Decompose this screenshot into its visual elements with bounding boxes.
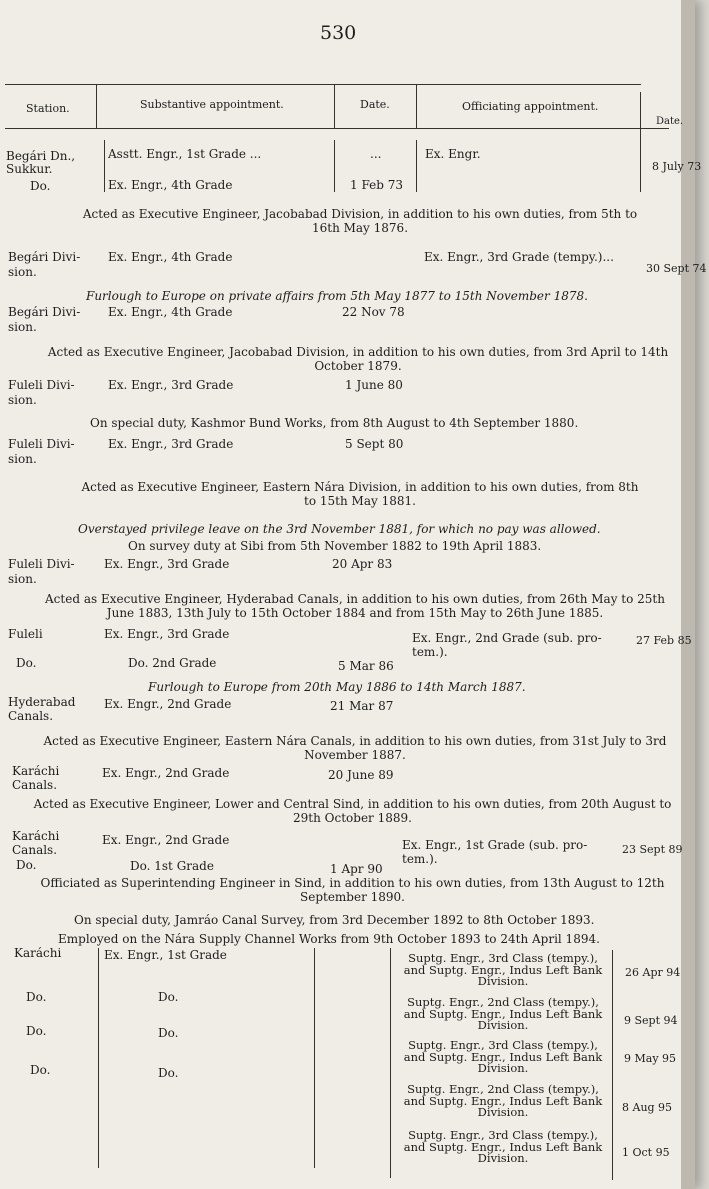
station-cell: Begári Divi- sion. — [8, 250, 81, 279]
date2-cell: 30 Sept 74 — [646, 262, 707, 275]
station-header: Station. — [26, 102, 70, 115]
column-rule — [104, 140, 105, 192]
date-cell: 20 Apr 83 — [332, 557, 393, 571]
substantive-cell: Ex. Engr., 2nd Grade — [102, 766, 230, 780]
date2-cell: 23 Sept 89 — [622, 843, 683, 856]
officiating-cell: Suptg. Engr., 2nd Class (tempy.), and Suptg. Engr., Indus Left Bank Division. — [403, 995, 603, 1032]
station-cell: Karáchi Canals. — [12, 764, 60, 792]
service-note: On survey duty at Sibi from 5th November 1882 to 19th April 1883. — [128, 539, 542, 553]
station-cell: Do. — [30, 179, 51, 193]
officiating-cell: Suptg. Engr., 3rd Class (tempy.), and Suptg. Engr., Indus Left Bank Division. — [403, 951, 603, 988]
column-rule — [314, 948, 315, 1168]
substantive-cell: Do. — [158, 990, 179, 1004]
service-note: On special duty, Kashmor Bund Works, from 8th August to 4th September 1880. — [90, 416, 579, 430]
substantive-header: Substantive appointment. — [140, 98, 284, 111]
station-cell: Begári Divi- sion. — [8, 305, 81, 334]
station-cell: Karáchi — [14, 946, 62, 960]
substantive-cell: Ex. Engr., 3rd Grade — [104, 627, 230, 641]
header-divider — [334, 84, 335, 128]
column-rule — [98, 948, 99, 1168]
service-note: Furlough to Europe on private affairs from 5th May 1877 to 15th November 1878. — [86, 289, 588, 303]
column-rule — [390, 948, 391, 1178]
date2-cell: 9 May 95 — [624, 1052, 677, 1065]
date-cell: 22 Nov 78 — [342, 305, 405, 319]
date-cell: 20 June 89 — [328, 768, 394, 782]
officiating-cell: Ex. Engr. — [425, 147, 481, 161]
page-number: 530 — [320, 22, 357, 44]
substantive-cell: Ex. Engr., 3rd Grade — [108, 437, 234, 451]
service-note: On special duty, Jamráo Canal Survey, from 3rd December 1892 to 8th October 1893. — [74, 913, 595, 927]
officiating-cell: Ex. Engr., 3rd Grade (tempy.)... — [424, 250, 614, 264]
station-cell: Karáchi Canals. — [12, 829, 60, 857]
substantive-cell: Do. — [158, 1026, 179, 1040]
station-cell: Do. — [26, 990, 47, 1004]
officiating-cell: Ex. Engr., 1st Grade (sub. pro- tem.). — [402, 838, 588, 866]
officiating-header: Officiating appointment. — [462, 100, 599, 113]
date2-cell: 27 Feb 85 — [636, 634, 692, 647]
station-cell: Fuleli Divi- sion. — [8, 557, 75, 586]
substantive-cell: Ex. Engr., 4th Grade — [108, 250, 233, 264]
substantive-cell: Ex. Engr., 2nd Grade — [102, 833, 230, 847]
service-note: Overstayed privilege leave on the 3rd November 1881, for which no pay was allowed. — [78, 522, 601, 536]
station-cell: Hyderabad Canals. — [8, 695, 76, 723]
date2-cell: 1 Oct 95 — [622, 1146, 670, 1159]
date-cell: 5 Sept 80 — [345, 437, 404, 451]
date-cell: 1 June 80 — [345, 378, 403, 392]
station-cell: Do. — [30, 1063, 51, 1077]
header-divider — [640, 92, 641, 140]
date-cell: 5 Mar 86 — [338, 659, 394, 673]
service-note: Acted as Executive Engineer, Jacobabad Division, in addition to his own duties, from 5th to 16th May 1876. — [82, 207, 638, 235]
substantive-cell: Do. 1st Grade — [130, 859, 214, 873]
date2-header: Date. — [656, 116, 684, 127]
substantive-cell: Asstt. Engr., 1st Grade ... — [108, 147, 262, 161]
station-cell: Do. — [26, 1024, 47, 1038]
officiating-cell: Suptg. Engr., 2nd Class (tempy.), and Suptg. Engr., Indus Left Bank Division. — [403, 1082, 603, 1119]
substantive-cell: Ex. Engr., 4th Grade — [108, 305, 233, 319]
header-divider — [96, 84, 97, 128]
service-note: Acted as Executive Engineer, Eastern Nára Division, in addition to his own duties, from 8th to 15th May 1881. — [81, 480, 639, 508]
station-cell: Fuleli Divi- sion. — [8, 378, 75, 407]
officiating-cell: Suptg. Engr., 3rd Class (tempy.), and Suptg. Engr., Indus Left Bank Division. — [403, 1128, 603, 1165]
service-note: Officiated as Superintending Engineer in Sind, in addition to his own duties, from 13th August to 12th September 1890. — [40, 876, 665, 904]
service-note: Acted as Executive Engineer, Eastern Nára Canals, in addition to his own duties, from 31st July to 3rd November 1887. — [43, 734, 667, 762]
officiating-cell: Ex. Engr., 2nd Grade (sub. pro- tem.). — [412, 631, 602, 659]
date-cell: 1 Feb 73 — [350, 178, 403, 192]
page-edge — [681, 0, 695, 1189]
date2-cell: 9 Sept 94 — [624, 1014, 678, 1027]
service-note: Furlough to Europe from 20th May 1886 to 14th March 1887. — [148, 680, 526, 694]
header-bottom-rule — [5, 128, 669, 129]
column-rule — [334, 140, 335, 192]
column-rule — [416, 140, 417, 192]
station-cell: Fuleli Divi- sion. — [8, 437, 75, 466]
service-note: Employed on the Nára Supply Channel Works from 9th October 1893 to 24th April 1894. — [58, 932, 600, 946]
date-cell: 1 Apr 90 — [330, 862, 383, 876]
column-rule — [612, 950, 613, 1180]
date2-cell: 8 Aug 95 — [622, 1101, 673, 1114]
officiating-cell: Suptg. Engr., 3rd Class (tempy.), and Suptg. Engr., Indus Left Bank Division. — [403, 1038, 603, 1075]
header-divider — [416, 84, 417, 128]
header-top-rule — [5, 84, 641, 85]
station-cell: Fuleli — [8, 627, 43, 641]
station-cell: Begári Dn., Sukkur. — [6, 149, 76, 176]
date2-cell: 8 July 73 — [652, 160, 702, 173]
column-rule — [640, 140, 641, 192]
substantive-cell: Ex. Engr., 1st Grade — [104, 948, 227, 962]
service-note: Acted as Executive Engineer, Hyderabad Canals, in addition to his own duties, from 26th May to 25th June 1883, 13th July to 15th October 1884 and from 15th May to 26th June 1885. — [45, 592, 665, 620]
substantive-cell: Ex. Engr., 3rd Grade — [108, 378, 234, 392]
date2-cell: 26 Apr 94 — [625, 966, 681, 979]
substantive-cell: Ex. Engr., 3rd Grade — [104, 557, 230, 571]
service-note: Acted as Executive Engineer, Lower and Central Sind, in addition to his own duties, from 20th August to 29th October 1889. — [33, 797, 672, 825]
service-note: Acted as Executive Engineer, Jacobabad Division, in addition to his own duties, from 3rd April to 14th October 1879. — [47, 345, 669, 373]
date-header: Date. — [360, 98, 390, 111]
station-cell: Do. — [16, 858, 37, 872]
substantive-cell: Ex. Engr., 4th Grade — [108, 178, 233, 192]
substantive-cell: Ex. Engr., 2nd Grade — [104, 697, 232, 711]
station-cell: Do. — [16, 656, 37, 670]
substantive-cell: Do. 2nd Grade — [128, 656, 217, 670]
date-cell: ... — [370, 147, 382, 161]
date-cell: 21 Mar 87 — [330, 699, 394, 713]
substantive-cell: Do. — [158, 1066, 179, 1080]
